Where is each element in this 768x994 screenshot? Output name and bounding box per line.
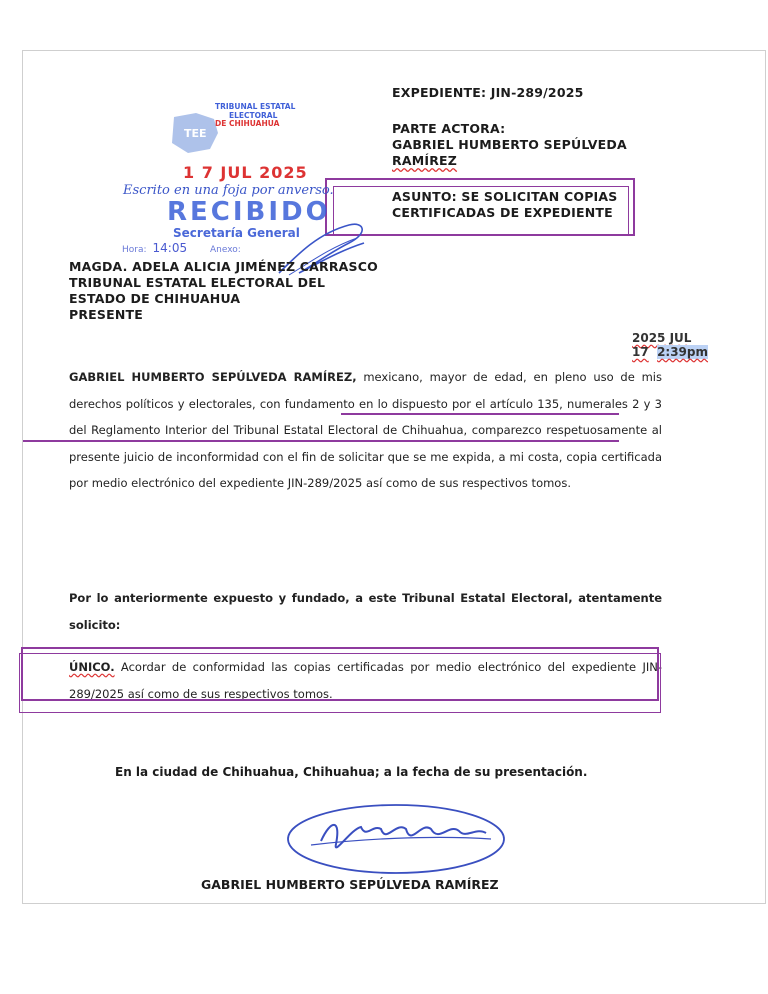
signature-name: GABRIEL HUMBERTO SEPÚLVEDA RAMÍREZ [201,877,499,892]
addressee-line-4: PRESENTE [69,307,143,322]
underline-annotation-1 [341,413,619,415]
paragraph-unico: ÚNICO. Acordar de conformidad las copias certificadas por medio electrónico del expediente JIN-289/2025 así como de sus respectivos tomos. [69,660,662,701]
handwritten-signature [281,799,511,879]
addressee-line-2: TRIBUNAL ESTATAL ELECTORAL DEL [69,275,326,290]
asunto-line-1: ASUNTO: SE SOLICITAN COPIAS [392,189,618,204]
stamp-recibido: RECIBIDO [167,197,331,227]
receipt-time-stamp: 2025 JUL 17 2:39pm [632,331,709,359]
parte-actora-name-2: RAMÍREZ [392,153,458,168]
stamp-handwritten-note: Escrito en una foja por anverso. [123,183,334,198]
closing-location-date: En la ciudad de Chihuahua, Chihuahua; a la fecha de su presentación. [115,765,588,779]
underline-annotation-2 [23,440,619,442]
stamp-date: 1 7 JUL 2025 [183,163,308,182]
addressee-line-3: ESTADO DE CHIHUAHUA [69,291,241,306]
parte-actora-label: PARTE ACTORA: [392,121,506,136]
paragraph-main: GABRIEL HUMBERTO SEPÚLVEDA RAMÍREZ, mexicano, mayor de edad, en pleno uso de mis derechos políticos y electorales, con fundamento en lo dispuesto por el artículo 135, numerales 2 y 3 del Reglamento Interior del Tribunal Estatal Electoral de Chihuahua, comparezco respetuosamente al presente juicio de inconformidad con el fin de solicitar que se me expida, a mi costa, copia certificada por medio electrónico del expediente JIN-289/2025 así como de sus respectivos tomos. [69,370,662,490]
expediente-label: EXPEDIENTE: JIN-289/2025 [392,85,584,100]
stamp-secretaria: Secretaría General [173,226,300,240]
asunto-line-2: CERTIFICADAS DE EXPEDIENTE [392,205,613,220]
tribunal-org-name: TRIBUNAL ESTATAL ELECTORAL DE CHIHUAHUA [215,102,296,128]
document-page [22,50,766,904]
addressee-line-1: MAGDA. ADELA ALICIA JIMÉNEZ CARRASCO [69,259,378,274]
unico-annotation-box-outer [19,653,661,713]
svg-text:TEE: TEE [184,127,207,140]
paragraph-petition-intro: Por lo anteriormente expuesto y fundado, a este Tribunal Estatal Electoral, atentamente solicito: [69,591,662,632]
parte-actora-name-1: GABRIEL HUMBERTO SEPÚLVEDA [392,137,627,152]
stamp-hora: Hora: 14:05 Anexo: [122,241,241,255]
